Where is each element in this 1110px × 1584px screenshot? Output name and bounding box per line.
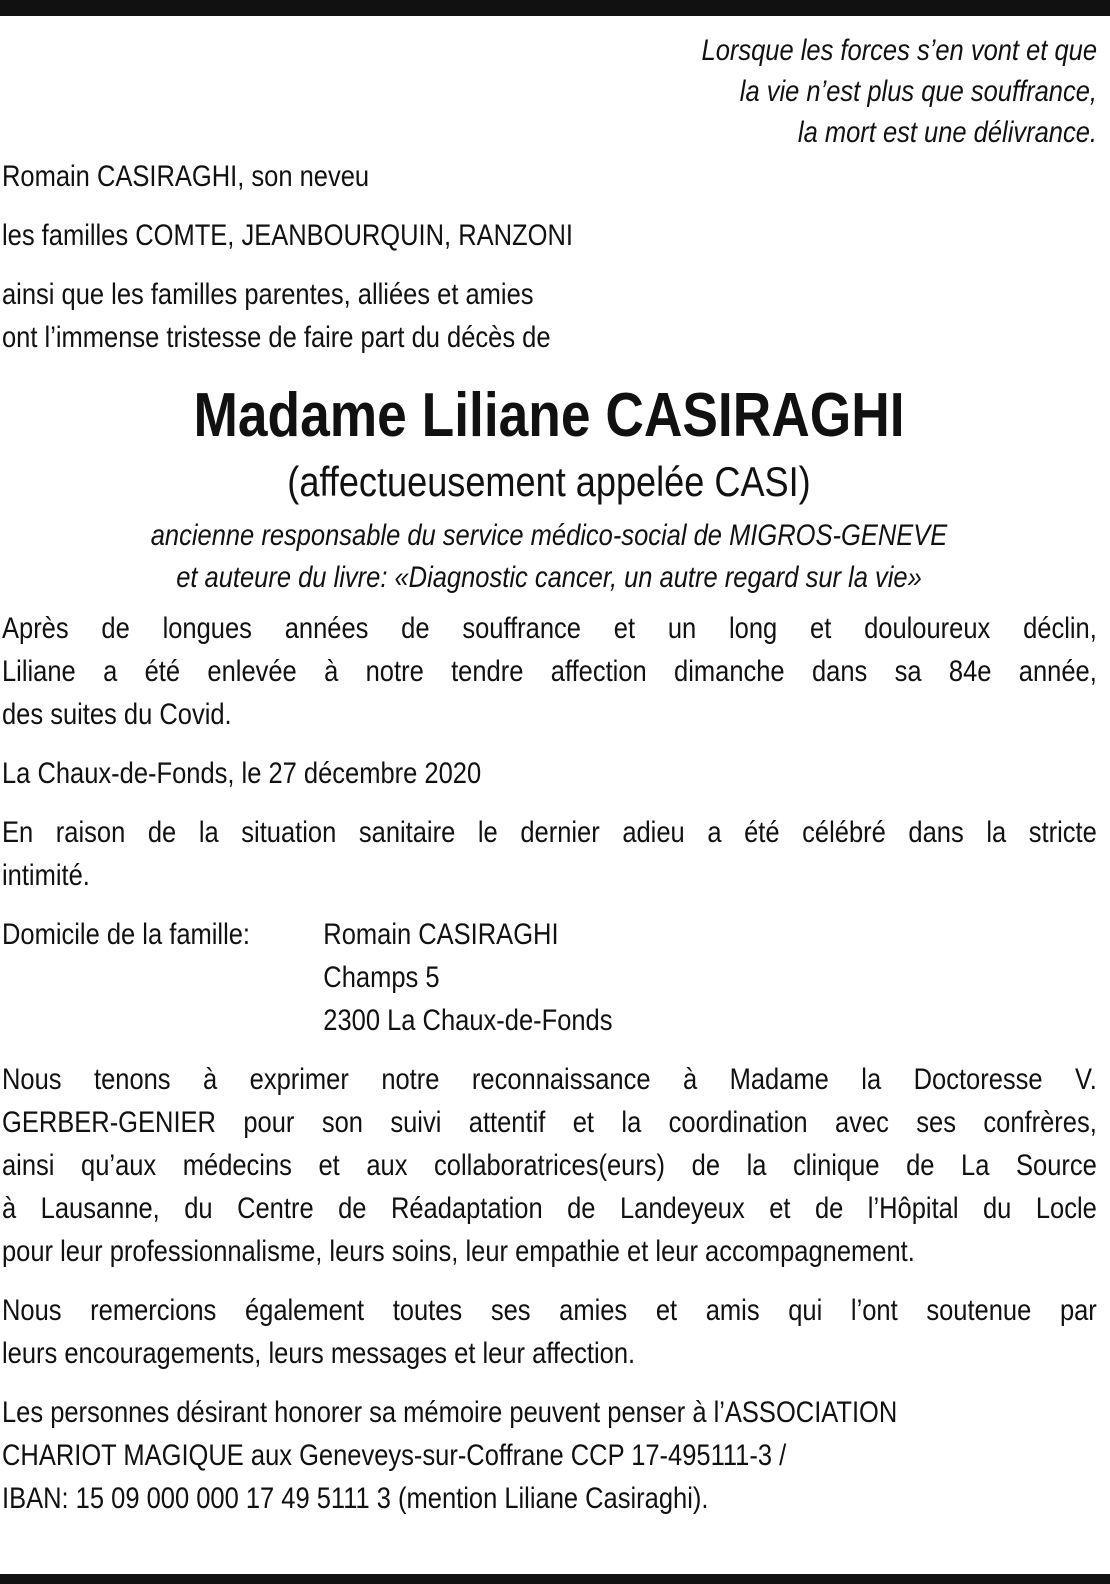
paragraph-line: Les personnes désirant honorer sa mémoire peuvent penser à l’ASSOCIATION xyxy=(2,1396,898,1429)
family-domicile xyxy=(2,913,1097,1042)
top-rule xyxy=(0,0,1110,16)
paragraph-line: à Lausanne, du Centre de Réadaptation de Landeyeux et de l’Hôpital du Locle xyxy=(2,1192,1097,1225)
deceased-roles xyxy=(77,515,1021,599)
quote-line: Lorsque les forces s’en vont et que xyxy=(701,34,1097,67)
quote-line: la vie n’est plus que souffrance, xyxy=(739,75,1097,108)
families-line: les familles COMTE, JEANBOURQUIN, RANZONI xyxy=(2,219,573,252)
role-line: ancienne responsable du service médico-social de MIGROS-GENEVE xyxy=(150,519,948,552)
nephew-line: Romain CASIRAGHI, son neveu xyxy=(2,160,370,193)
paragraph-line: des suites du Covid. xyxy=(2,698,232,731)
paragraph-line: En raison de la situation sanitaire le dernier adieu a été célébré dans la stricte xyxy=(2,816,1097,849)
domicile-name: Romain CASIRAGHI xyxy=(323,918,559,951)
quote-line: la mort est une délivrance. xyxy=(797,116,1097,149)
epigraph-quote xyxy=(2,30,1097,153)
place-date: La Chaux-de-Fonds, le 27 décembre 2020 xyxy=(2,757,482,790)
paragraph-line: intimité. xyxy=(2,859,90,892)
paragraph-line: Nous tenons à exprimer notre reconnaissance à Madame la Doctoresse V. xyxy=(2,1063,1097,1096)
ceremony-paragraph xyxy=(2,811,1097,897)
paragraph-line: Après de longues années de souffrance et un long et douloureux déclin, xyxy=(2,612,1097,645)
domicile-street: Champs 5 xyxy=(323,961,440,994)
deceased-name: Madame Liliane CASIRAGHI xyxy=(193,381,905,450)
paragraph-line: leurs encouragements, leurs messages et leur affection. xyxy=(2,1337,636,1370)
paragraph-line: Nous remercions également toutes ses amies et amis qui l’ont soutenue par xyxy=(2,1294,1097,1327)
domicile-address xyxy=(323,913,612,1042)
paragraph-line: CHARIOT MAGIQUE aux Geneveys-sur-Coffrane CCP 17-495111-3 / xyxy=(2,1439,787,1472)
death-notice-paragraph xyxy=(2,607,1097,736)
role-line: et auteure du livre: «Diagnostic cancer, un autre regard sur la vie» xyxy=(176,561,922,594)
paragraph-line: Liliane a été enlevée à notre tendre affection dimanche dans sa 84e année, xyxy=(2,655,1097,688)
announcement-intro xyxy=(2,155,1097,359)
paragraph-line: GERBER-GENIER pour son suivi attentif et la coordination avec ses confrères, xyxy=(2,1106,1097,1139)
notice-body xyxy=(2,607,1097,1520)
bottom-rule xyxy=(0,1574,1110,1584)
thanks-doctors-paragraph xyxy=(2,1058,1097,1273)
deceased-nickname: (affectueusement appelée CASI) xyxy=(287,458,811,505)
announce-line: ont l’immense tristesse de faire part du décès de xyxy=(2,321,551,354)
obituary-notice xyxy=(2,30,1097,1520)
announce-text xyxy=(2,273,1097,359)
domicile-city: 2300 La Chaux-de-Fonds xyxy=(323,1004,613,1037)
paragraph-line: ainsi qu’aux médecins et aux collaboratrices(eurs) de la clinique de La Source xyxy=(2,1149,1097,1182)
announce-line: ainsi que les familles parentes, alliées et amies xyxy=(2,278,534,311)
domicile-label: Domicile de la famille: xyxy=(2,918,251,951)
donation-paragraph xyxy=(2,1391,1097,1520)
thanks-friends-paragraph xyxy=(2,1289,1097,1375)
paragraph-line: IBAN: 15 09 000 000 17 49 5111 3 (mention Liliane Casiraghi). xyxy=(2,1482,709,1515)
paragraph-line: pour leur professionnalisme, leurs soins, leur empathie et leur accompagnement. xyxy=(2,1235,915,1268)
